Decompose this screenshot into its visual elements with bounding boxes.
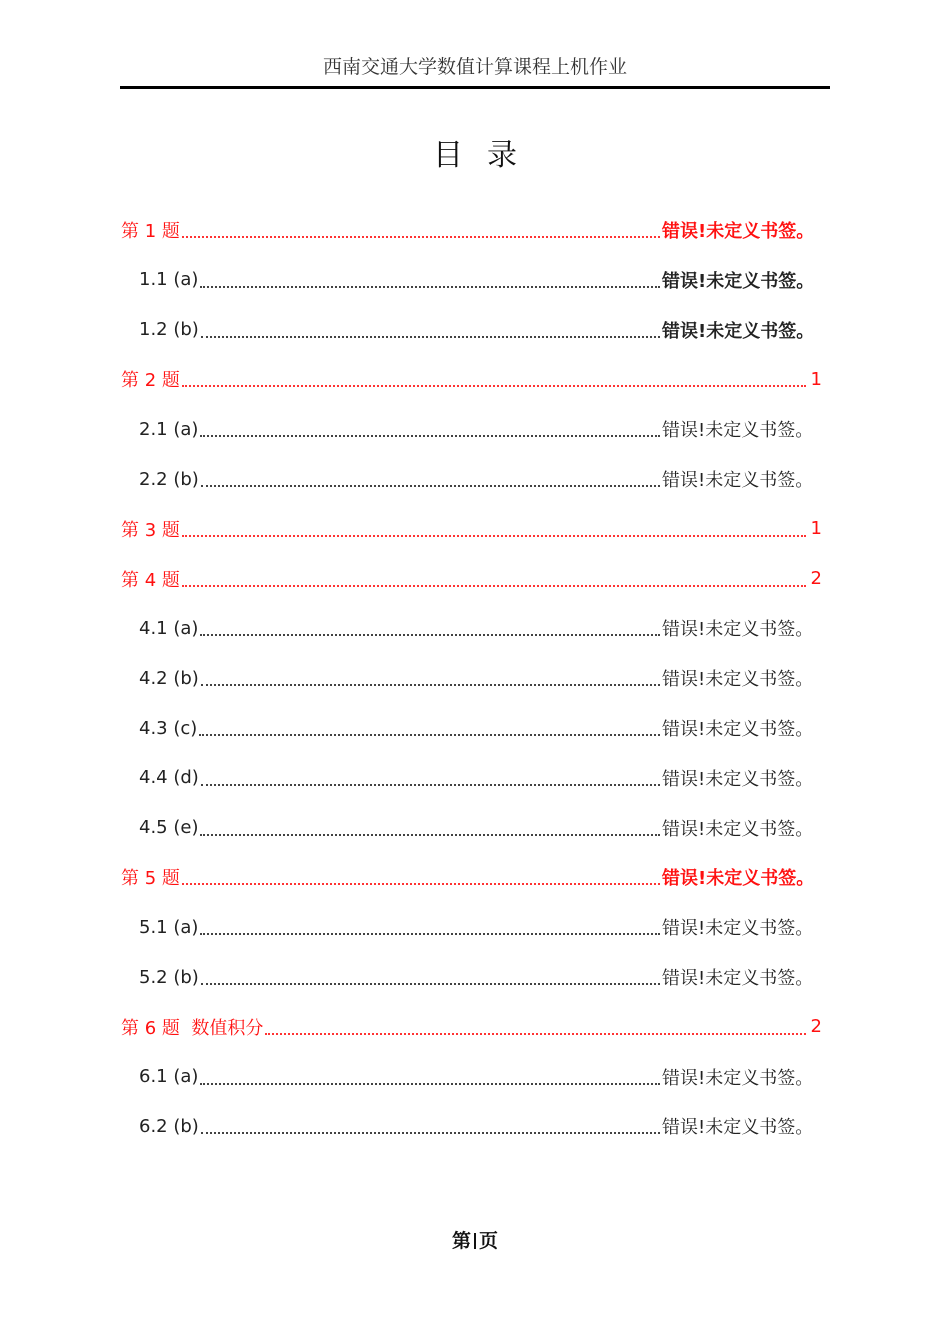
toc-entry-page: 1 bbox=[810, 518, 822, 540]
toc-entry[interactable] bbox=[139, 910, 822, 944]
toc-dot-leader bbox=[200, 1083, 660, 1085]
toc-dot-leader bbox=[199, 734, 660, 736]
toc-entry[interactable] bbox=[139, 761, 822, 795]
toc-dot-leader bbox=[182, 585, 806, 587]
toc-entry-page: 错误!未定义书签。 bbox=[662, 420, 814, 442]
toc-entry-label: 1.2 (b) bbox=[139, 319, 199, 341]
toc-dot-leader bbox=[200, 634, 660, 636]
toc-entry[interactable] bbox=[139, 811, 822, 845]
toc-entry-label: 2.1 (a) bbox=[139, 418, 199, 440]
toc-entry[interactable] bbox=[139, 462, 822, 496]
toc-dot-leader bbox=[182, 385, 806, 387]
toc-entry-page: 错误!未定义书签。 bbox=[662, 719, 814, 740]
toc-entry-page: 错误!未定义书签。 bbox=[662, 470, 814, 491]
toc-entry[interactable] bbox=[121, 362, 822, 396]
toc-entry-page: 错误!未定义书签。 bbox=[662, 270, 815, 292]
toc-entry-page: 错误!未定义书签。 bbox=[662, 619, 814, 641]
toc-dot-leader bbox=[265, 1033, 806, 1035]
toc-entry-page: 错误!未定义书签。 bbox=[662, 918, 814, 940]
toc-dot-leader bbox=[201, 485, 660, 487]
toc-entry-label: 4.5 (e) bbox=[139, 817, 199, 839]
toc-entry-page: 2 bbox=[810, 568, 822, 590]
toc-entry[interactable] bbox=[139, 1109, 822, 1143]
toc-entry[interactable] bbox=[121, 213, 822, 247]
footer-separator bbox=[474, 1233, 476, 1249]
toc-entry[interactable] bbox=[139, 711, 822, 745]
toc-entry-page: 2 bbox=[810, 1016, 822, 1038]
toc-entry-label: 2.2 (b) bbox=[139, 468, 199, 490]
toc-entry-label: 第 6 题 数值积分 bbox=[121, 1017, 264, 1039]
toc-entry-page: 错误!未定义书签。 bbox=[662, 669, 814, 691]
toc-entry-page: 错误!未定义书签。 bbox=[662, 1117, 814, 1139]
toc-entry[interactable] bbox=[121, 860, 822, 894]
toc-dot-leader bbox=[200, 286, 660, 288]
toc-entry[interactable] bbox=[139, 661, 822, 695]
toc-entry-label: 第 4 题 bbox=[121, 569, 180, 591]
toc-entry[interactable] bbox=[139, 960, 822, 994]
toc-entry[interactable] bbox=[121, 512, 822, 546]
toc-dot-leader bbox=[201, 1132, 660, 1134]
toc-entry-label: 6.1 (a) bbox=[139, 1066, 199, 1088]
toc-entry-page: 1 bbox=[810, 368, 822, 390]
toc-entry-label: 4.4 (d) bbox=[139, 767, 199, 789]
toc-dot-leader bbox=[201, 983, 660, 985]
toc-entry-page: 错误!未定义书签。 bbox=[662, 768, 814, 790]
toc-entry-page: 错误!未定义书签。 bbox=[662, 221, 815, 242]
toc-entry-page: 错误!未定义书签。 bbox=[662, 1067, 814, 1089]
header-rule bbox=[120, 86, 830, 89]
toc-entry-label: 4.1 (a) bbox=[139, 617, 199, 639]
page-header-title: 西南交通大学数值计算课程上机作业 bbox=[322, 56, 627, 78]
toc-entry[interactable] bbox=[139, 1060, 822, 1094]
toc-entry[interactable] bbox=[139, 611, 822, 645]
toc-entry[interactable] bbox=[139, 412, 822, 446]
toc-entry[interactable] bbox=[121, 562, 822, 596]
toc-entry-label: 第 2 题 bbox=[121, 370, 180, 392]
toc-dot-leader bbox=[200, 435, 660, 437]
toc-entry-label: 第 3 题 bbox=[121, 519, 180, 541]
toc-entry[interactable] bbox=[121, 1010, 822, 1044]
toc-dot-leader bbox=[200, 834, 660, 836]
toc-entry-label: 5.2 (b) bbox=[139, 966, 199, 988]
toc-dot-leader bbox=[182, 883, 660, 885]
toc-dot-leader bbox=[201, 336, 660, 338]
toc-entry-label: 1.1 (a) bbox=[139, 269, 199, 291]
toc-entry-page: 错误!未定义书签。 bbox=[662, 320, 815, 342]
toc-dot-leader bbox=[201, 684, 660, 686]
toc-entry-page: 错误!未定义书签。 bbox=[662, 868, 815, 890]
toc-dot-leader bbox=[182, 535, 806, 537]
toc-entry-label: 第 1 题 bbox=[121, 221, 180, 242]
toc-dot-leader bbox=[182, 236, 660, 238]
toc-entry-page: 错误!未定义书签。 bbox=[662, 818, 814, 840]
toc-entry-label: 4.2 (b) bbox=[139, 667, 199, 689]
toc-entry-label: 第 5 题 bbox=[121, 868, 180, 890]
toc-dot-leader bbox=[200, 933, 660, 935]
footer-page-prefix: 第 bbox=[451, 1230, 471, 1252]
footer-page-suffix: 页 bbox=[479, 1230, 499, 1252]
page-footer bbox=[0, 1226, 950, 1253]
toc-entry[interactable] bbox=[139, 263, 822, 297]
toc-entry-label: 6.2 (b) bbox=[139, 1115, 199, 1137]
toc-entry-label: 4.3 (c) bbox=[139, 717, 198, 739]
toc-entry-label: 5.1 (a) bbox=[139, 916, 199, 938]
toc-dot-leader bbox=[201, 784, 660, 786]
toc-entry[interactable] bbox=[139, 313, 822, 347]
toc-title: 目录 bbox=[433, 138, 541, 173]
toc-entry-page: 错误!未定义书签。 bbox=[662, 968, 814, 989]
